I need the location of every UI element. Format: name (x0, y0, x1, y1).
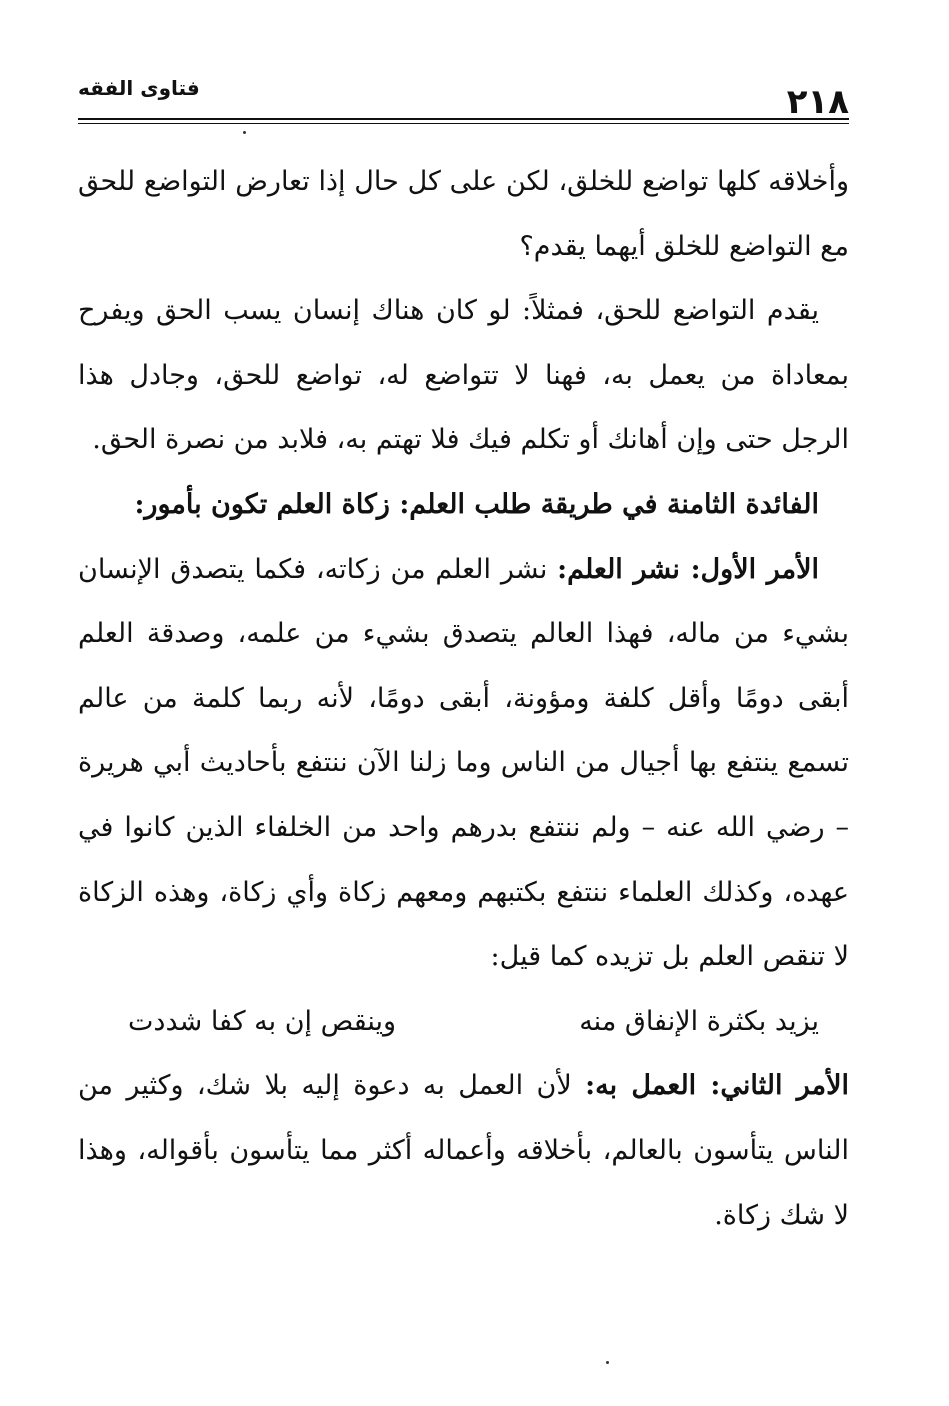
paragraph-5-text: لأن العمل به دعوة إليه بلا شك، وكثير من الناس يتأسون بالعالم، بأخلاقه وأعماله أكثر مما يتأسون بأقواله، وهذا لا شك زكاة. (78, 1070, 849, 1231)
paragraph-4-text: نشر العلم من زكاته، فكما يتصدق الإنسان بشيء من ماله، فهذا العالم يتصدق بشيء من علمه، وصدقة العلم أبقى دومًا وأقل كلفة ومؤونة، أبقى دومًا، لأنه ربما كلمة من عالم تسمع ينتفع بها أجيال من الناس وما زلنا الآن ننتفع بأحاديث أبي هريرة – رضي الله عنه – ولم ننتفع بدرهم واحد من الخلفاء الذين كانوا في عهده، وكذلك العلماء ننتفع بكتبهم ومعهم زكاة وأي زكاة، وهذه الزكاة لا تنقص العلم بل تزيده كما قيل: (78, 553, 849, 973)
verse-first-hemistich: يزيد بكثرة الإنفاق منه (579, 1005, 819, 1037)
page-number: ٢١٨ (786, 82, 849, 122)
paragraph-4 (78, 538, 849, 990)
paragraph-4-lead: الأمر الأول: نشر العلم: (557, 553, 820, 585)
stray-dot (243, 131, 246, 134)
body-text (78, 150, 849, 1248)
poetry-verse (78, 990, 849, 1055)
paragraph-5 (78, 1054, 849, 1248)
book-title: فتاوى الفقه (78, 76, 200, 100)
paragraph-1: وأخلاقه كلها تواضع للخلق، لكن على كل حال إذا تعارض التواضع للحق مع التواضع للخلق أيهما يقدم؟ (78, 166, 849, 262)
header-rule-thin (78, 123, 849, 124)
paragraph-5-lead: الأمر الثاني: العمل به: (585, 1070, 849, 1102)
running-header (78, 72, 849, 124)
paragraph-2: يقدم التواضع للحق، فمثلاً: لو كان هناك إنسان يسب الحق ويفرح بمعاداة من يعمل به، فهنا لا تتواضع له، تواضع للحق، وجادل هذا الرجل حتى وإن أهانك أو تكلم فيك فلا تهتم به، فلابد من نصرة الحق. (78, 295, 849, 456)
stray-dot (606, 1361, 609, 1364)
header-rule-thick (78, 118, 849, 120)
section-heading: الفائدة الثامنة في طريقة طلب العلم: زكاة العلم تكون بأمور: (134, 488, 819, 520)
verse-second-hemistich: وينقص إن به كفا شددت (128, 1005, 397, 1037)
